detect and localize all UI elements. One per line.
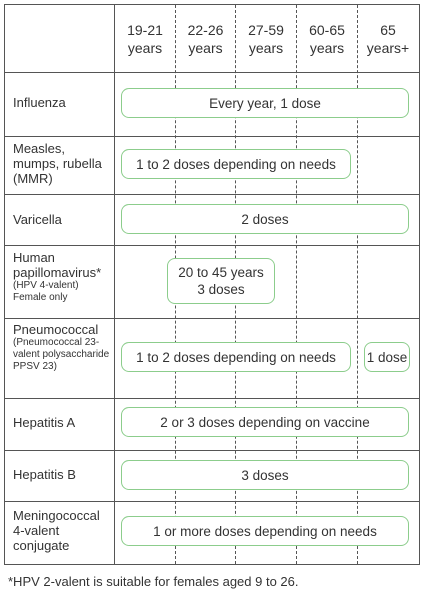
footnote: *HPV 2-valent is suitable for females aged 9 to 26. (8, 574, 299, 589)
vaccine-name-meningococcal: Meningococcal 4-valent conjugate (13, 508, 100, 553)
dose-pill-hpv: 20 to 45 years 3 doses (167, 258, 275, 304)
vaccine-name-varicella: Varicella (13, 212, 62, 227)
vaccine-name-pneumococcal (13, 322, 113, 373)
vaccination-schedule-table (4, 4, 420, 565)
age-header-27-59: 27-59 years (248, 22, 284, 56)
dose-pill-meningococcal: 1 or more doses depending on needs (121, 516, 409, 546)
dose-pill-hepatitis-b: 3 doses (121, 460, 409, 490)
dose-pill-pneumococcal-65-plus: 1 dose (364, 342, 410, 372)
vaccine-name-hepatitis-b: Hepatitis B (13, 467, 76, 482)
vaccine-name-hpv-main: Human papillomavirus* (13, 250, 102, 280)
vaccine-name-hepatitis-a: Hepatitis A (13, 415, 76, 430)
age-header-22-26: 22-26 years (187, 22, 224, 56)
age-header-60-65: 60-65 years (309, 22, 345, 56)
vaccine-name-hpv (13, 250, 113, 304)
age-header-65-plus: 65 years+ (366, 22, 410, 56)
dose-pill-influenza: Every year, 1 dose (121, 88, 409, 118)
dose-pill-hepatitis-a: 2 or 3 doses depending on vaccine (121, 407, 409, 437)
dose-pill-varicella: 2 doses (121, 204, 409, 234)
dose-pill-pneumococcal: 1 to 2 doses depending on needs (121, 342, 351, 372)
name-column-divider (114, 5, 115, 564)
vaccine-name-influenza: Influenza (13, 95, 66, 110)
vaccine-name-pneumococcal-sub: (Pneumococcal 23-valent polysaccharide PPSV 23) (13, 337, 110, 372)
dose-pill-mmr: 1 to 2 doses depending on needs (121, 149, 351, 179)
vaccine-name-hpv-sub: (HPV 4-valent) Female only (13, 280, 79, 303)
vaccine-name-mmr: Measles, mumps, rubella (MMR) (13, 141, 102, 186)
vaccine-name-pneumococcal-main: Pneumococcal (13, 322, 99, 337)
age-header-19-21: 19-21 years (127, 22, 163, 56)
